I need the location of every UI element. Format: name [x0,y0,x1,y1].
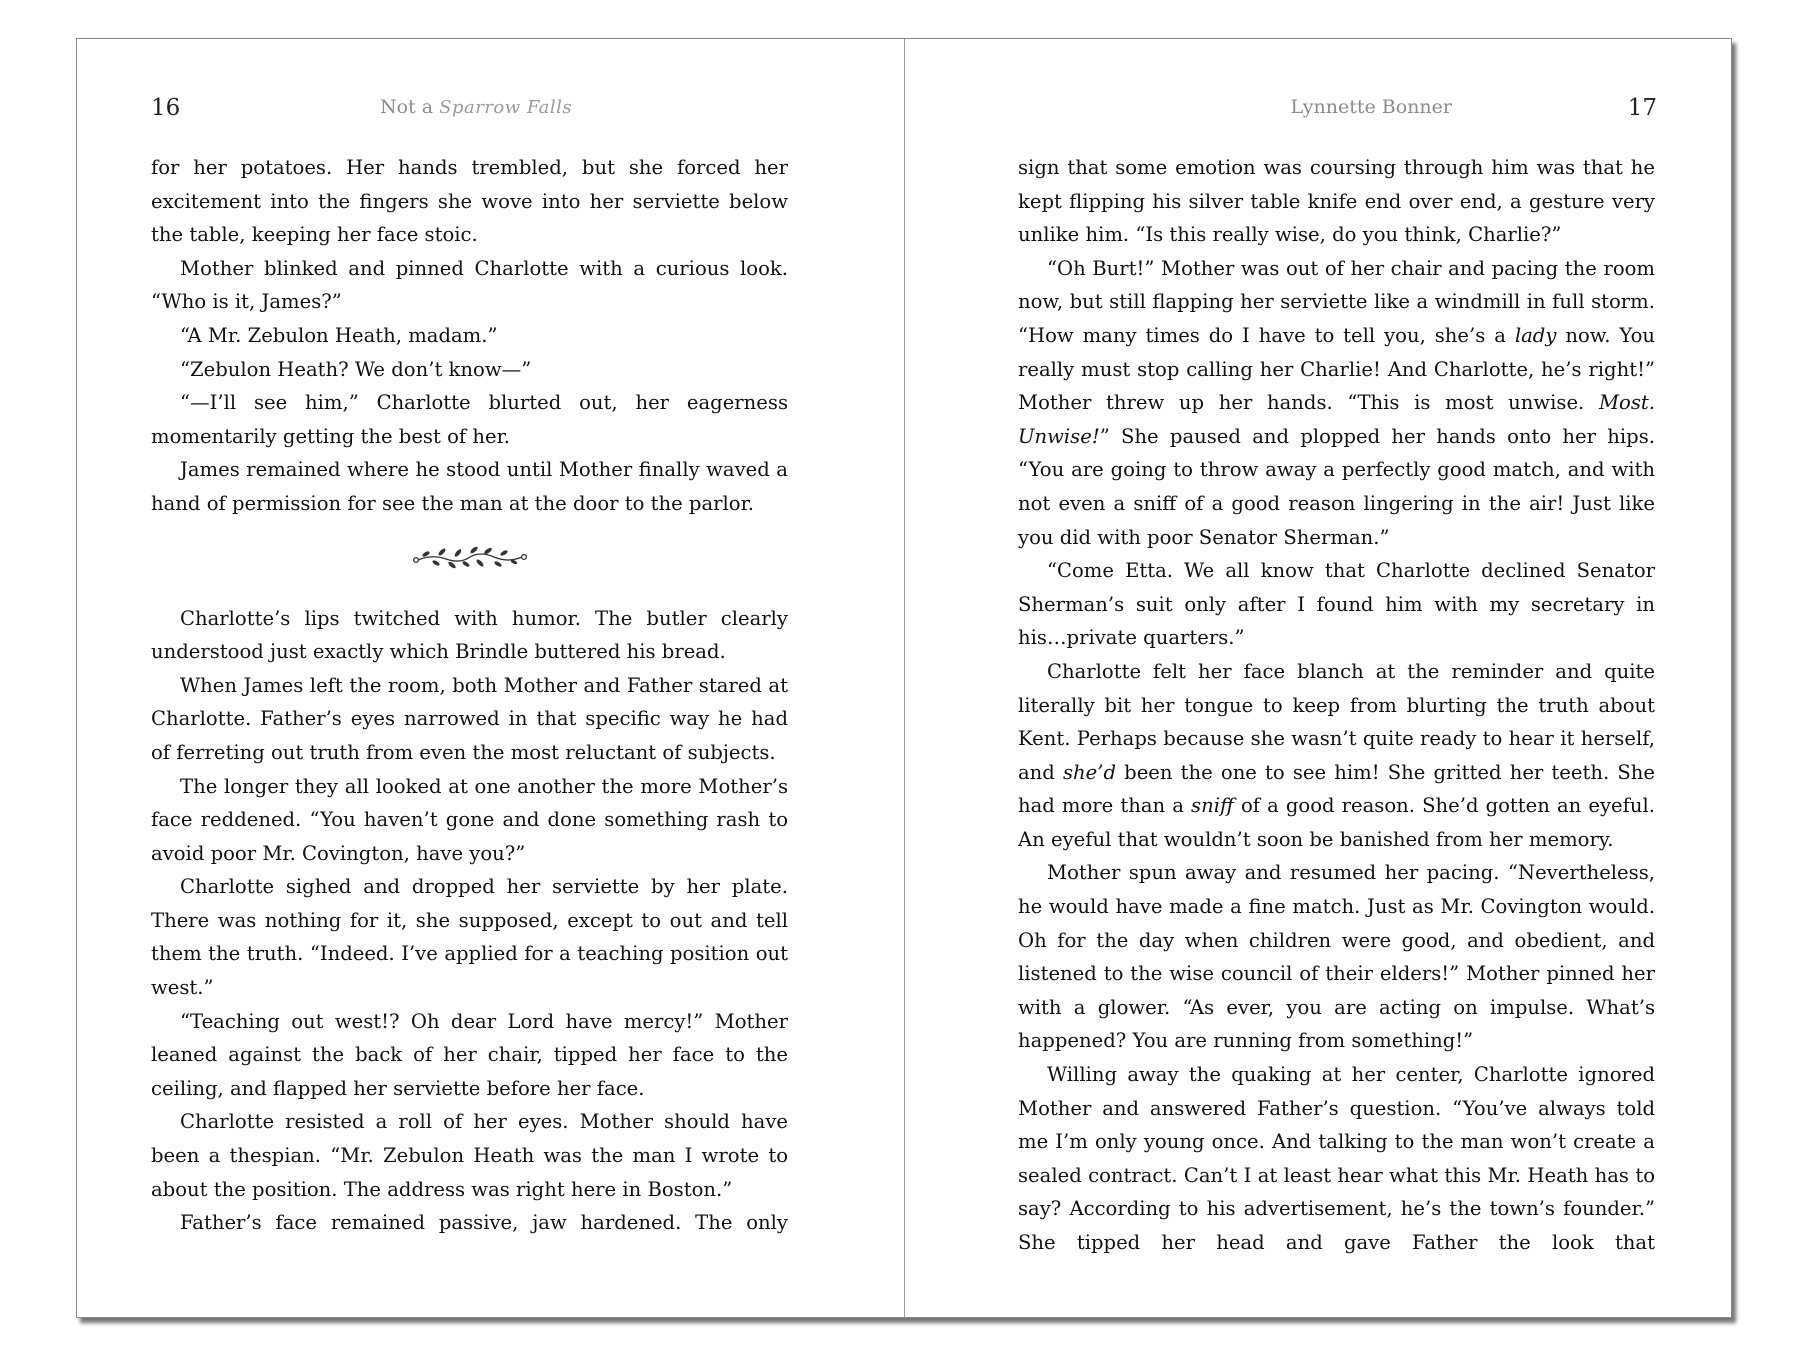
paragraph: Father’s face remained passive, jaw hardened. The only [180,1211,788,1235]
paragraph: Mother spun away and resumed her pacing. “Nevertheless, he would have made a fine match. Just as Mr. Covington would. Oh for the day when children were good, and obedient, and listened to the wise council of their elders!” Mother pinned her with a glower. “As ever, you are acting on impulse. What’s happened? You are running from something!” [1018,861,1655,1053]
text-run: of a good reason. She’d gotten an eyeful. An eyeful that wouldn’t soon be banished from her memory. [1018,794,1655,851]
running-head-book-title [380,96,572,118]
right-page [905,39,1731,1317]
page-number: 17 [1627,95,1657,121]
left-page-body [151,151,788,1240]
paragraph: “Come Etta. We all know that Charlotte declined Senator Sherman’s suit only after I found him with my secretary in his…private quarters.” [1018,559,1655,650]
emphasis: sniff [1191,794,1234,818]
paragraph: Charlotte sighed and dropped her serviette by her plate. There was nothing for it, she supposed, except to out and tell them the truth. “Indeed. I’ve applied for a teaching position out west.” [151,875,788,1000]
left-page [77,39,904,1317]
text-run: Charlotte felt her face blanch at the reminder and quite literally bit her tongue to keep from blurting the truth about Kent. Perhaps because she wasn’t quite ready to hear it herself, and [1018,659,1655,784]
paragraph: Willing away the quaking at her center, Charlotte ignored Mother and answered Father’s question. “You’ve always told me I’m only young once. And talking to the man won’t create a sealed contract. Can’t I at least hear what this Mr. Heath has to say? According to his advertisement, he’s the town’s founder.” She tipped her head and gave Father the look that [1018,1063,1655,1254]
left-page-header [151,91,830,123]
paragraph: Charlotte’s lips twitched with humor. The butler clearly understood just exactly which Brindle buttered his bread. [151,606,788,664]
text-run: “Oh Burt!” Mother was out of her chair and pacing the room now, but still flapping her serviette like a windmill in full storm. “How many times do I have to tell you, she’s a [1018,256,1655,347]
paragraph: Charlotte resisted a roll of her eyes. Mother should have been a thespian. “Mr. Zebulon Heath was the man I wrote to about the position. The address was right here in Boston.” [151,1110,788,1201]
paragraph: James remained where he stood until Mother finally waved a hand of permission for see the man at the door to the parlor. [151,458,788,515]
paragraph [1018,655,1655,857]
scene-break [151,521,788,602]
paragraph: “Teaching out west!? Oh dear Lord have mercy!” Mother leaned against the back of her chair, tipped her face to the ceiling, and flapped her serviette before her face. [151,1009,788,1100]
paragraph: sign that some emotion was coursing through him was that he kept flipping his silver table knife end over end, a gesture very unlike him. “Is this really wise, do you think, Charlie?” [1018,156,1655,247]
paragraph: “Zebulon Heath? We don’t know—” [180,357,532,381]
page-number: 16 [151,95,181,121]
paragraph: “—I’ll see him,” Charlotte blurted out, her eagerness momentarily getting the best of her. [151,391,788,448]
text-run: now. You really must stop calling her Charlie! And Charlotte, he’s right!” Mother threw up her hands. “This is most unwise. [1018,323,1655,415]
paragraph: The longer they all looked at one another the more Mother’s face reddened. “You haven’t gone and done something rash to avoid poor Mr. Covington, have you?” [151,774,788,865]
paragraph: Mother blinked and pinned Charlotte with a curious look. “Who is it, James?” [151,256,788,314]
running-head-prefix: Not a [380,96,434,118]
book-spread [76,38,1732,1318]
paragraph: for her potatoes. Her hands trembled, but she forced her excitement into the fingers she wove into her serviette below the table, keeping her face stoic. [151,156,788,247]
running-head-title-script: Sparrow Falls [439,97,573,118]
emphasis: lady [1514,323,1557,347]
paragraph: “A Mr. Zebulon Heath, madam.” [180,323,498,347]
right-page-body [1018,151,1655,1260]
running-head-author: Lynnette Bonner [1290,96,1452,118]
paragraph [1018,252,1655,554]
text-run: been the one to see him! She gritted her teeth. She had more than a [1018,760,1655,818]
emphasis: Most. Unwise! [1018,391,1655,448]
floral-divider-icon [412,545,528,571]
right-page-header [979,91,1657,123]
paragraph: When James left the room, both Mother and Father stared at Charlotte. Father’s eyes narrowed in that specific way he had of ferreting out truth from even the most reluctant of subjects. [151,673,788,764]
emphasis: she’d [1062,760,1117,784]
text-run: ” She paused and plopped her hands onto her hips. “You are going to throw away a perfectly good match, and with not even a sniff of a good reason lingering in the air! Just like you did with poor Senator Sherman.” [1018,424,1655,549]
